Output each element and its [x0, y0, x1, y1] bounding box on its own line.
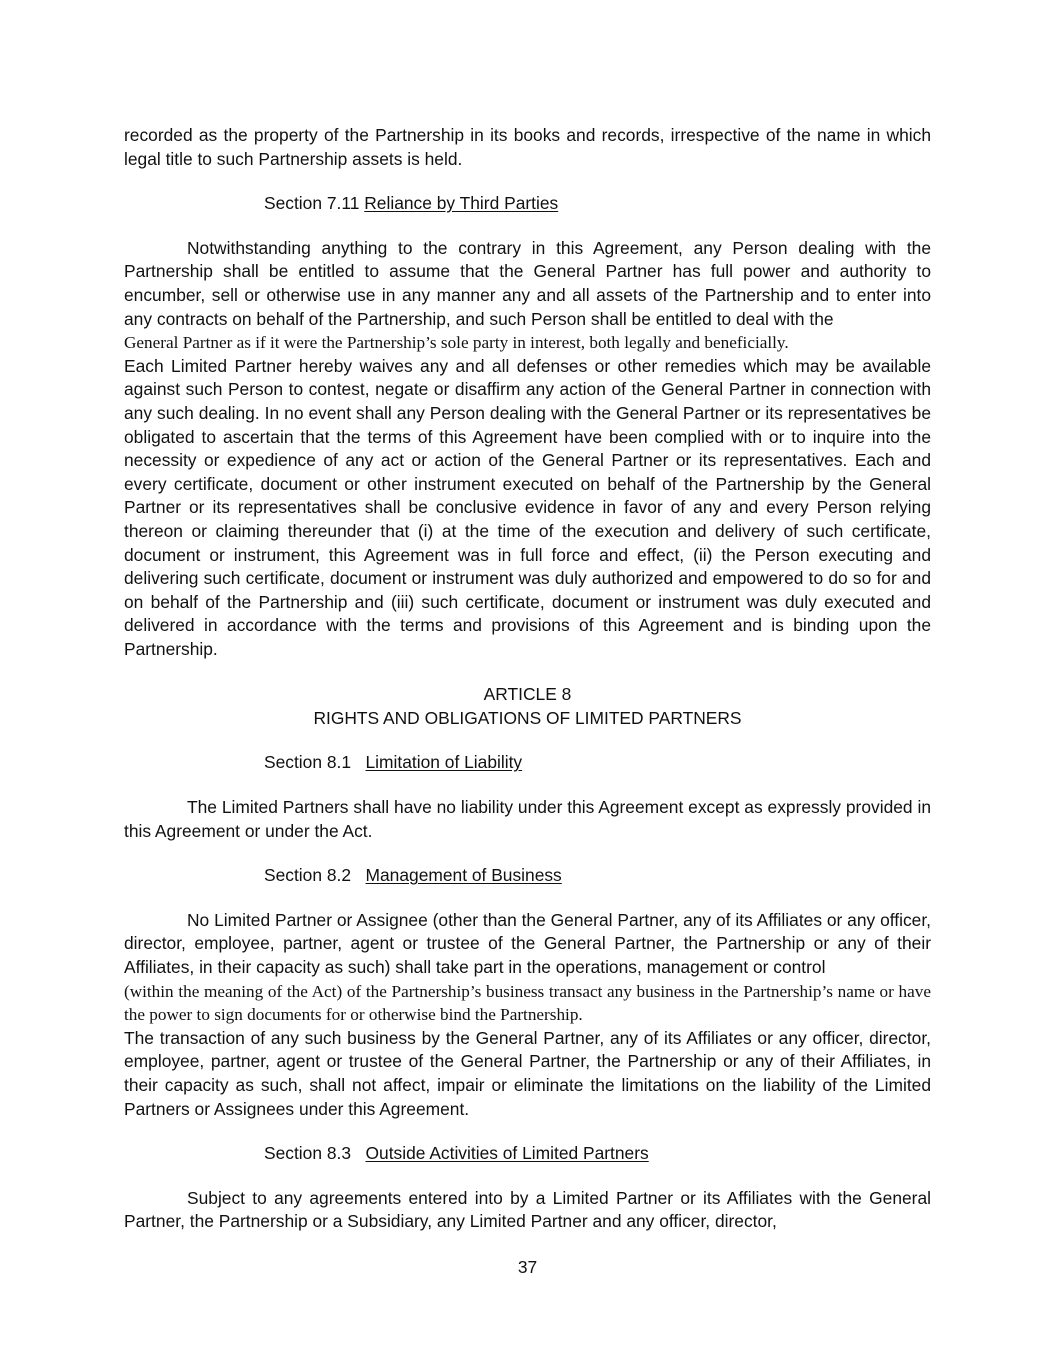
section-8-1-body: The Limited Partners shall have no liability under this Agreement except as expressly provided in this Agreement or under the Act.	[124, 797, 931, 841]
section-8-2-body-part3: The transaction of any such business by the General Partner, any of its Affiliates or any officer, director, employee, partner, agent or trustee of the General Partner, the Partnership or any of their Affiliates, in their capacity as such, shall not affect, impair or eliminate the limitations on the liability of the Limited Partners or Assignees under this Agreement.	[124, 1027, 931, 1119]
article-label: ARTICLE 8	[483, 684, 572, 705]
section-8-2-body-part2: (within the meaning of the Act) of the Partnership’s business transact any business in the Partnership’s name or have the power to sign documents for or otherwise bind the Partnership.	[124, 981, 931, 1025]
document-page	[124, 124, 931, 1234]
section-8-2-body	[124, 909, 931, 1121]
section-number: Section 7.11	[264, 193, 360, 214]
section-title: Management of Business	[365, 865, 562, 886]
section-7-11-heading	[264, 192, 931, 216]
section-7-11-body-part2: General Partner as if it were the Partnership’s sole party in interest, both legally and beneficially.	[124, 333, 789, 353]
section-title: Outside Activities of Limited Partners	[365, 1143, 649, 1164]
section-title: Reliance by Third Parties	[364, 193, 559, 214]
section-7-11-body-part1: Notwithstanding anything to the contrary in this Agreement, any Person dealing with the Partnership shall be entitled to assume that the General Partner has full power and authority to encumber, sell or otherwise use in any manner any and all assets of the Partnership and to enter into any contracts on behalf of the Partnership, and such Person shall be entitled to deal with the	[124, 237, 931, 329]
section-number: Section 8.2	[264, 865, 352, 886]
section-8-3-body: Subject to any agreements entered into by a Limited Partner or its Affiliates with the General Partner, the Partnership or a Subsidiary, any Limited Partner and any officer, director,	[124, 1187, 931, 1232]
section-8-1-heading	[264, 751, 931, 775]
section-8-2-body-part1: No Limited Partner or Assignee (other than the General Partner, any of its Affiliates or any officer, director, employee, partner, agent or trustee of the General Partner, the Partnership or any of their Affiliates, in their capacity as such) shall take part in the operations, management or control	[124, 909, 931, 978]
article-8-heading	[124, 682, 931, 730]
page-number: 37	[517, 1257, 538, 1277]
article-title: RIGHTS AND OBLIGATIONS OF LIMITED PARTNERS	[313, 708, 742, 729]
section-title: Limitation of Liability	[365, 752, 523, 773]
section-8-3-heading	[264, 1142, 931, 1166]
section-number: Section 8.1	[264, 752, 352, 773]
section-7-11-body	[124, 237, 931, 662]
section-number: Section 8.3	[264, 1143, 352, 1164]
section-8-2-heading	[264, 864, 931, 888]
opening-paragraph: recorded as the property of the Partnership in its books and records, irrespective of the name in which legal title to such Partnership assets is held.	[124, 125, 931, 169]
section-7-11-body-part3: Each Limited Partner hereby waives any and all defenses or other remedies which may be available against such Person to contest, negate or disaffirm any action of the General Partner in connection with any such dealing. In no event shall any Person dealing with the General Partner or its representatives be obligated to ascertain that the terms of this Agreement have been complied with or to inquire into the necessity or expedience of any act or action of the General Partner or its representatives. Each and every certificate, document or other instrument executed on behalf of the Partnership by the General Partner or its representatives shall be conclusive evidence in favor of any and every Person relying thereon or claiming thereunder that (i) at the time of the execution and delivery of such certificate, document or instrument, this Agreement was in full force and effect, (ii) the Person executing and delivering such certificate, document or instrument was duly authorized and empowered to do so for and on behalf of the Partnership and (iii) such certificate, document or instrument was duly executed and delivered in accordance with the terms and provisions of this Agreement and is binding upon the Partnership.	[124, 355, 931, 659]
